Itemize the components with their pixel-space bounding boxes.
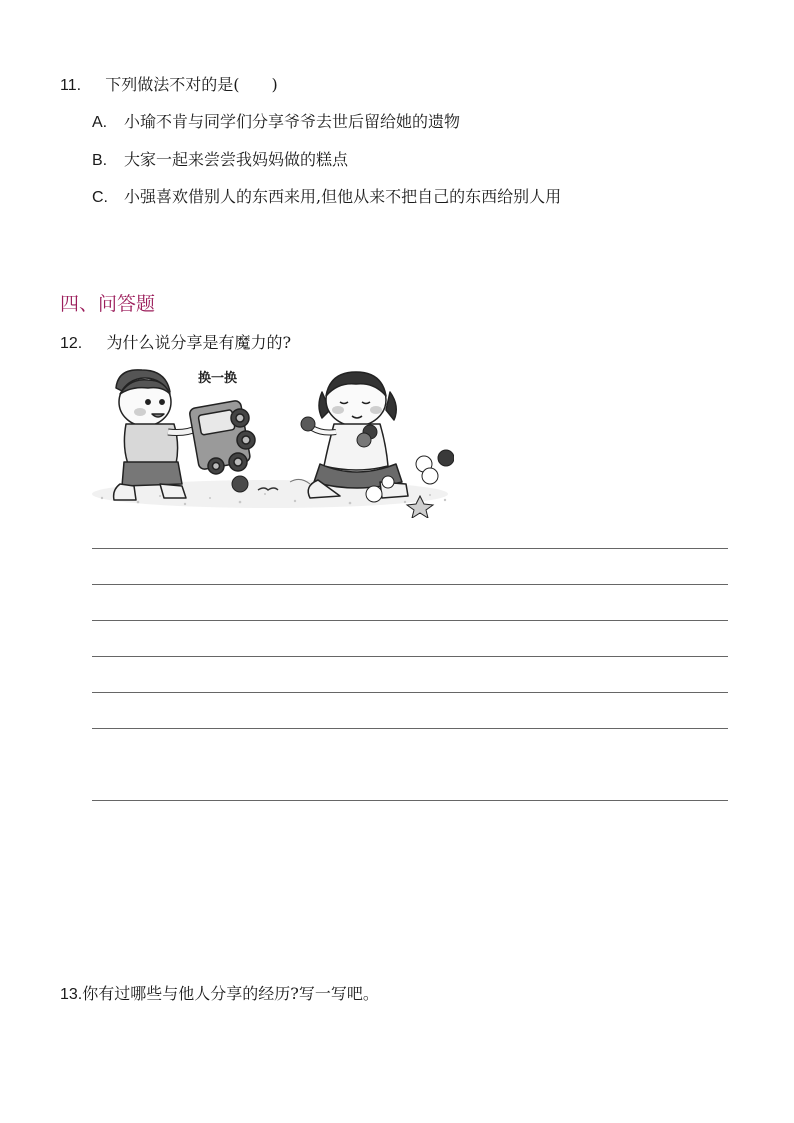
- option-a: [92, 112, 460, 133]
- ball-icon: [366, 486, 382, 502]
- question-stem: 下列做法不对的是( ): [105, 75, 278, 94]
- ball-icon: [301, 417, 315, 431]
- question-number: 13.: [60, 986, 83, 1003]
- question-12: [60, 333, 291, 354]
- question-13: [60, 984, 379, 1005]
- section-heading: 四、问答题: [60, 293, 156, 315]
- ball-icon: [438, 450, 454, 466]
- ball-icon: [382, 476, 394, 488]
- option-text: 小强喜欢借别人的东西来用,但他从来不把自己的东西给别人用: [124, 187, 562, 206]
- option-letter: A.: [92, 114, 108, 131]
- answer-line[interactable]: [92, 728, 728, 729]
- answer-line[interactable]: [92, 656, 728, 657]
- answer-line[interactable]: [92, 548, 728, 549]
- children-sharing-toys-illustration: [90, 366, 454, 518]
- question-11: [60, 75, 278, 96]
- ball-icon: [422, 468, 438, 484]
- option-c: [92, 187, 561, 208]
- ball-icon: [357, 433, 371, 447]
- question-number: 11.: [60, 77, 82, 94]
- ball-icon: [232, 476, 248, 492]
- answer-line[interactable]: [92, 800, 728, 801]
- question-stem: 为什么说分享是有魔力的?: [106, 333, 292, 352]
- option-letter: C.: [92, 189, 108, 206]
- option-b: [92, 150, 348, 171]
- answer-line[interactable]: [92, 620, 728, 621]
- question-stem: 你有过哪些与他人分享的经历?写一写吧。: [82, 984, 379, 1003]
- toy-truck-icon: [189, 400, 255, 474]
- illustration-caption: 换一换: [198, 371, 238, 386]
- question-number: 12.: [60, 335, 83, 352]
- option-text: 小瑜不肯与同学们分享爷爷去世后留给她的遗物: [124, 112, 461, 131]
- answer-line[interactable]: [92, 584, 728, 585]
- boy-figure: [114, 370, 198, 500]
- answer-line[interactable]: [92, 692, 728, 693]
- option-letter: B.: [92, 152, 108, 169]
- option-text: 大家一起来尝尝我妈妈做的糕点: [124, 150, 349, 169]
